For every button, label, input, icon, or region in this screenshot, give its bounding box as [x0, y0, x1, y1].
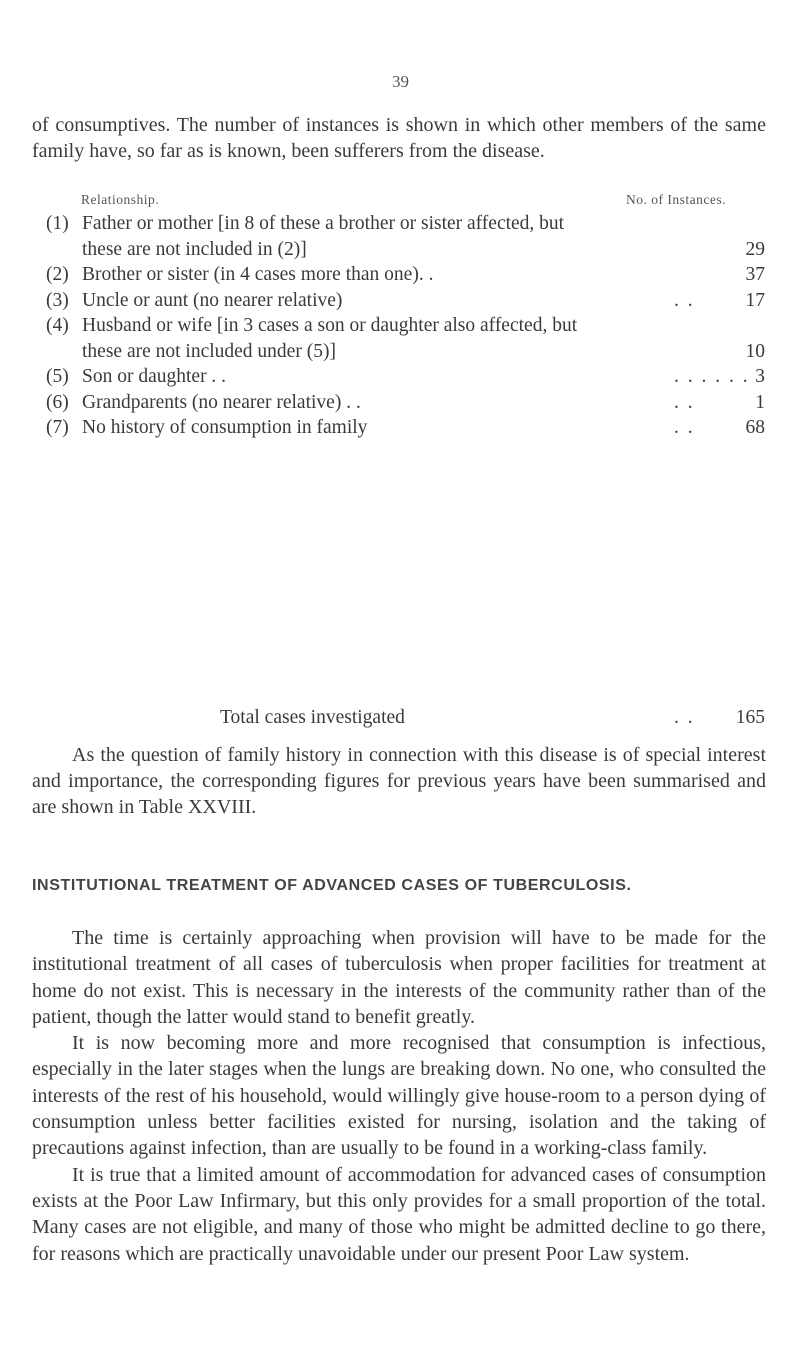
relationship-table — [0, 211, 801, 441]
page-number: 39 — [392, 72, 409, 91]
row-label: Brother or sister (in 4 cases more than one). . — [82, 264, 434, 285]
family-history-paragraph: As the question of family history in connection with this disease is of special interest and importance, the corresponding figures for previous years have been summarised and are shown in Table XXVIII. — [32, 744, 766, 818]
leader-dots: . . . . . . — [674, 366, 750, 387]
table-row — [0, 390, 801, 416]
table-row — [0, 364, 801, 390]
table-row — [0, 211, 801, 262]
instances-column-header: No. of Instances. — [626, 192, 726, 207]
leader-dots: . . — [674, 391, 695, 413]
leader-dots: . . — [674, 289, 695, 311]
row-index: (2) — [46, 264, 69, 285]
table-row — [0, 313, 801, 364]
row-label: Husband or wife [in 3 cases a son or daughter also affected, but these are not included under (5)] — [82, 315, 578, 362]
total-label: Total cases investigated — [220, 707, 405, 728]
row-index: (4) — [46, 315, 69, 336]
row-label: Uncle or aunt (no nearer relative) — [82, 289, 343, 311]
table-row — [0, 262, 801, 288]
leader-dots: . . — [674, 707, 695, 728]
row-value: 1 — [755, 391, 765, 413]
row-value: 29 — [745, 238, 765, 260]
row-value: 17 — [745, 289, 765, 311]
section-heading: INSTITUTIONAL TREATMENT OF ADVANCED CASES OF TUBERCULOSIS. — [32, 877, 632, 894]
row-index: (6) — [46, 391, 69, 413]
body-paragraph: The time is certainly approaching when provision will have to be made for the institutional treatment of all cases of tuberculosis when proper facilities for treatment at home do not exist. This is necessary in the interests of the community rather than of the patient, though the latter would stand to benefit greatly. — [32, 927, 766, 1028]
row-label: No history of consumption in family — [82, 417, 368, 438]
body-paragraph: It is true that a limited amount of accommodation for advanced cases of consumption exists at the Poor Law Infirmary, but this only provides for a small proportion of the total. Many cases are not eligible, and many of those who might be admitted decline to go there, for reasons which are practically unavoidable under our present Poor Law system. — [32, 1163, 766, 1265]
row-value: 37 — [745, 264, 765, 285]
row-index: (3) — [46, 289, 69, 311]
leader-dots: . . — [674, 417, 695, 438]
row-label: Son or daughter . . — [82, 366, 227, 387]
body-paragraph: It is now becoming more and more recognised that consumption is infectious, especially in the later stages when the lungs are breaking down. No one, who consulted the interests of the rest of his household, would willingly give house-room to a person dying of consumption unless better facilities existed for nursing, isolation and the taking of precautions against infection, than are usually to be found in a working-class family. — [32, 1032, 766, 1160]
relationship-column-header: Relationship. — [81, 192, 160, 207]
row-label: Grandparents (no nearer relative) . . — [82, 391, 361, 413]
table-row — [0, 415, 801, 441]
row-index: (7) — [46, 417, 69, 438]
table-header — [0, 192, 801, 210]
row-index: (1) — [46, 213, 69, 234]
row-value: 68 — [745, 417, 765, 438]
section-body — [32, 925, 766, 1267]
row-label: Father or mother [in 8 of these a brother or sister affected, but these are not included in (2)] — [82, 213, 565, 260]
row-value: 3 — [755, 366, 765, 387]
row-index: (5) — [46, 366, 69, 387]
total-value: 165 — [735, 707, 765, 728]
row-value: 10 — [745, 340, 765, 362]
table-row — [0, 288, 801, 314]
intro-paragraph: of consumptives. The number of instances is shown in which other members of the same family have, so far as is known, been sufferers from the disease. — [32, 114, 766, 162]
